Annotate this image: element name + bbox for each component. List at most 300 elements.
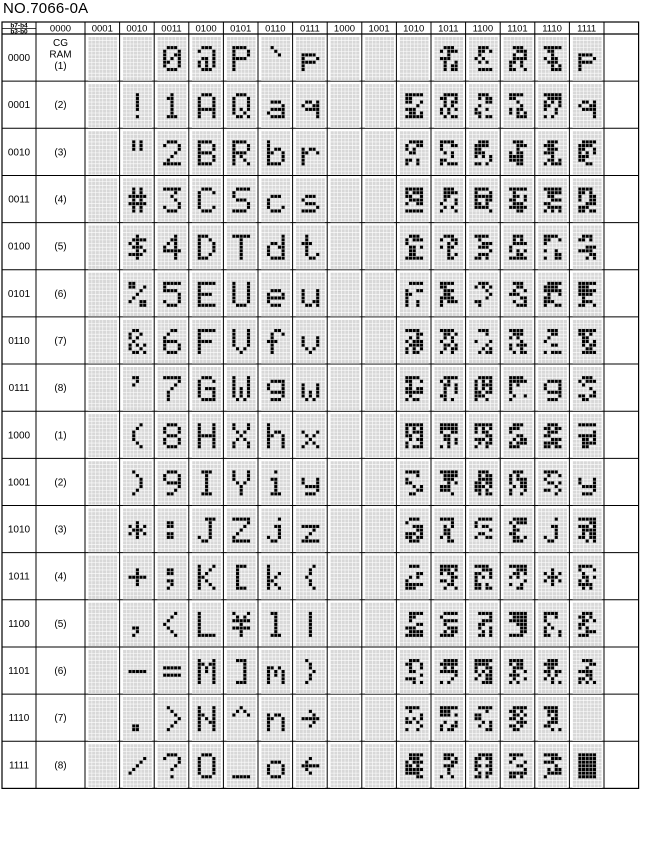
- glyph-dot: [167, 61, 170, 64]
- glyph-dot: [267, 434, 270, 437]
- row-label: (3): [54, 524, 67, 536]
- glyph-dot: [143, 351, 146, 354]
- glyph-dot: [170, 521, 173, 524]
- glyph-dot: [212, 721, 215, 724]
- glyph-dot: [205, 162, 208, 165]
- glyph-dot: [274, 470, 277, 473]
- glyph-dot: [274, 713, 277, 716]
- glyph-dot: [140, 238, 143, 241]
- glyph-dot: [271, 775, 274, 778]
- glyph-dot: [282, 380, 285, 383]
- glyph-dot: [278, 108, 281, 111]
- glyph-dot: [198, 195, 201, 198]
- glyph-dot: [278, 525, 281, 528]
- glyph-dot: [170, 97, 173, 100]
- glyph-dot: [201, 470, 204, 473]
- glyph-dot: [305, 717, 308, 720]
- glyph-dot: [170, 434, 173, 437]
- glyph-dot: [174, 246, 177, 249]
- glyph-dot: [198, 724, 201, 727]
- glyph-dot: [163, 246, 166, 249]
- glyph-dot: [405, 340, 408, 343]
- glyph-dot: [267, 155, 270, 158]
- glyph-dot: [278, 329, 281, 332]
- glyph-dot: [129, 532, 132, 535]
- glyph-dot: [232, 423, 235, 426]
- glyph-dot: [212, 445, 215, 448]
- glyph-dot: [247, 289, 250, 292]
- glyph-dot: [209, 663, 212, 666]
- glyph-dot: [267, 717, 270, 720]
- glyph-dot: [274, 634, 277, 637]
- glyph-dot: [167, 521, 170, 524]
- glyph-dot: [205, 489, 208, 492]
- glyph-dot: [416, 238, 419, 241]
- glyph-dot: [178, 249, 181, 252]
- glyph-dot: [170, 525, 173, 528]
- glyph-dot: [132, 724, 135, 727]
- glyph-dot: [271, 242, 274, 245]
- glyph-cell: [296, 602, 325, 646]
- glyph-dot: [212, 706, 215, 709]
- glyph-dot: [274, 101, 277, 104]
- glyph-dot: [132, 198, 135, 201]
- glyph-dot: [132, 296, 135, 299]
- glyph-dot: [136, 351, 139, 354]
- glyph-dot: [140, 478, 143, 481]
- glyph-dot: [198, 246, 201, 249]
- glyph-dot: [267, 764, 270, 767]
- glyph-dot: [267, 445, 270, 448]
- glyph-dot: [167, 572, 170, 575]
- glyph-dot: [178, 674, 181, 677]
- glyph-dot: [416, 140, 419, 143]
- glyph-dot: [282, 442, 285, 445]
- glyph-dot: [409, 209, 412, 212]
- glyph-dot: [236, 209, 239, 212]
- glyph-dot: [212, 148, 215, 151]
- glyph-dot: [236, 188, 239, 191]
- glyph-dot: [140, 347, 143, 350]
- glyph-dot: [267, 296, 270, 299]
- glyph-dot: [240, 140, 243, 143]
- glyph-dot: [240, 518, 243, 521]
- glyph-dot: [143, 532, 146, 535]
- glyph-cell: [123, 37, 152, 81]
- glyph-dot: [174, 351, 177, 354]
- glyph-cell: [261, 272, 290, 316]
- glyph-dot: [405, 300, 408, 303]
- glyph-dot: [274, 674, 277, 677]
- glyph-cell: [330, 178, 359, 222]
- glyph-dot: [209, 775, 212, 778]
- glyph-dot: [267, 148, 270, 151]
- glyph-dot: [302, 68, 305, 71]
- glyph-dot: [236, 481, 239, 484]
- glyph-dot: [271, 539, 274, 542]
- glyph-dot: [267, 670, 270, 673]
- glyph-dot: [212, 398, 215, 401]
- glyph-cell: [330, 367, 359, 411]
- glyph-dot: [170, 753, 173, 756]
- glyph-dot: [267, 140, 270, 143]
- glyph-cell: [296, 37, 325, 81]
- glyph-dot: [136, 238, 139, 241]
- row-code: 0111: [8, 383, 30, 395]
- glyph-dot: [201, 713, 204, 716]
- glyph-dot: [232, 293, 235, 296]
- glyph-dot: [205, 282, 208, 285]
- glyph-dot: [313, 670, 316, 673]
- glyph-dot: [143, 238, 146, 241]
- glyph-dot: [405, 347, 408, 350]
- glyph-dot: [232, 282, 235, 285]
- glyph-dot: [163, 57, 166, 60]
- glyph-dot: [309, 101, 312, 104]
- glyph-dot: [267, 536, 270, 539]
- glyph-cell: [192, 508, 221, 552]
- glyph-dot: [420, 202, 423, 205]
- glyph-dot: [132, 188, 135, 191]
- glyph-dot: [167, 492, 170, 495]
- glyph-dot: [170, 46, 173, 49]
- glyph-dot: [205, 68, 208, 71]
- glyph-dot: [178, 427, 181, 430]
- glyph-dot: [305, 249, 308, 252]
- glyph-dot: [178, 474, 181, 477]
- glyph-dot: [313, 53, 316, 56]
- glyph-dot: [170, 282, 173, 285]
- glyph-dot: [316, 300, 319, 303]
- glyph-dot: [247, 162, 250, 165]
- glyph-dot: [405, 351, 408, 354]
- glyph-dot: [267, 772, 270, 775]
- glyph-dot: [405, 329, 408, 332]
- glyph-dot: [136, 108, 139, 111]
- glyph-dot: [163, 431, 166, 434]
- glyph-dot: [178, 666, 181, 669]
- glyph-dot: [240, 391, 243, 394]
- glyph-dot: [405, 304, 408, 307]
- glyph-dot: [163, 478, 166, 481]
- glyph-dot: [178, 431, 181, 434]
- glyph-dot: [136, 257, 139, 260]
- glyph-dot: [282, 670, 285, 673]
- glyph-dot: [198, 568, 201, 571]
- glyph-dot: [302, 162, 305, 165]
- glyph-cell: [123, 650, 152, 694]
- row-code: 1000: [7, 430, 31, 442]
- glyph-dot: [267, 144, 270, 147]
- glyph-cell: [157, 37, 186, 81]
- glyph-dot: [198, 242, 201, 245]
- glyph-dot: [420, 347, 423, 350]
- glyph-dot: [232, 383, 235, 386]
- glyph-dot: [174, 188, 177, 191]
- glyph-dot: [278, 101, 281, 104]
- row-code: 1100: [8, 618, 30, 630]
- glyph-dot: [198, 162, 201, 165]
- glyph-dot: [232, 191, 235, 194]
- glyph-dot: [174, 115, 177, 118]
- glyph-dot: [240, 57, 243, 60]
- glyph-dot: [313, 485, 316, 488]
- glyph-dot: [178, 282, 181, 285]
- glyph-dot: [305, 485, 308, 488]
- glyph-dot: [247, 619, 250, 622]
- glyph-dot: [170, 710, 173, 713]
- glyph-dot: [212, 242, 215, 245]
- glyph-dot: [132, 206, 135, 209]
- glyph-dot: [236, 616, 239, 619]
- glyph-dot: [136, 344, 139, 347]
- glyph-dot: [267, 768, 270, 771]
- glyph-dot: [167, 97, 170, 100]
- glyph-dot: [240, 681, 243, 684]
- glyph-dot: [416, 104, 419, 107]
- glyph-dot: [236, 568, 239, 571]
- glyph-dot: [405, 293, 408, 296]
- glyph-dot: [247, 442, 250, 445]
- glyph-cell: [261, 84, 290, 128]
- glyph-dot: [405, 188, 408, 191]
- glyph-cell: [400, 84, 429, 128]
- glyph-dot: [198, 235, 201, 238]
- glyph-dot: [240, 626, 243, 629]
- glyph-cell: [365, 697, 394, 741]
- glyph-dot: [178, 188, 181, 191]
- glyph-dot: [282, 249, 285, 252]
- glyph-dot: [416, 351, 419, 354]
- glyph-dot: [198, 115, 201, 118]
- glyph-dot: [167, 162, 170, 165]
- glyph-dot: [302, 344, 305, 347]
- glyph-dot: [240, 485, 243, 488]
- glyph-dot: [236, 347, 239, 350]
- glyph-dot: [132, 285, 135, 288]
- glyph-cell: [88, 508, 117, 552]
- glyph-dot: [274, 489, 277, 492]
- glyph-dot: [316, 478, 319, 481]
- glyph-dot: [305, 536, 308, 539]
- glyph-dot: [232, 442, 235, 445]
- glyph-dot: [212, 434, 215, 437]
- glyph-dot: [243, 93, 246, 96]
- glyph-dot: [201, 293, 204, 296]
- glyph-dot: [198, 623, 201, 626]
- glyph-dot: [243, 140, 246, 143]
- glyph-dot: [274, 257, 277, 260]
- glyph-dot: [243, 670, 246, 673]
- glyph-dot: [232, 162, 235, 165]
- glyph-dot: [267, 253, 270, 256]
- glyph-dot: [205, 572, 208, 575]
- glyph-dot: [278, 246, 281, 249]
- glyph-dot: [416, 202, 419, 205]
- glyph-dot: [278, 492, 281, 495]
- glyph-dot: [205, 188, 208, 191]
- glyph-cell: [261, 367, 290, 411]
- glyph-dot: [201, 376, 204, 379]
- glyph-dot: [282, 296, 285, 299]
- glyph-dot: [271, 257, 274, 260]
- glyph-dot: [271, 344, 274, 347]
- glyph-dot: [143, 249, 146, 252]
- glyph-dot: [174, 376, 177, 379]
- glyph-dot: [232, 61, 235, 64]
- glyph-dot: [198, 616, 201, 619]
- glyph-dot: [243, 518, 246, 521]
- glyph-cell: [157, 178, 186, 222]
- glyph-dot: [132, 282, 135, 285]
- glyph-dot: [236, 46, 239, 49]
- glyph-dot: [302, 336, 305, 339]
- glyph-dot: [167, 434, 170, 437]
- glyph-dot: [143, 576, 146, 579]
- glyph-dot: [129, 576, 132, 579]
- glyph-dot: [198, 148, 201, 151]
- glyph-dot: [140, 289, 143, 292]
- glyph-dot: [132, 209, 135, 212]
- glyph-dot: [178, 64, 181, 67]
- glyph-dot: [167, 532, 170, 535]
- glyph-dot: [198, 50, 201, 53]
- glyph-dot: [163, 289, 166, 292]
- glyph-dot: [247, 206, 250, 209]
- glyph-dot: [240, 619, 243, 622]
- glyph-dot: [405, 115, 408, 118]
- glyph-dot: [198, 713, 201, 716]
- glyph-dot: [174, 753, 177, 756]
- glyph-dot: [201, 140, 204, 143]
- column-header: 0011: [161, 23, 182, 35]
- glyph-dot: [212, 155, 215, 158]
- glyph-dot: [205, 666, 208, 669]
- glyph-dot: [198, 706, 201, 709]
- glyph-dot: [205, 579, 208, 582]
- glyph-dot: [170, 616, 173, 619]
- glyph-dot: [313, 398, 316, 401]
- glyph-dot: [236, 659, 239, 662]
- glyph-dot: [198, 111, 201, 114]
- glyph-dot: [247, 344, 250, 347]
- glyph-cell: [88, 414, 117, 458]
- glyph-dot: [198, 249, 201, 252]
- glyph-dot: [163, 285, 166, 288]
- glyph-dot: [416, 159, 419, 162]
- glyph-dot: [132, 329, 135, 332]
- glyph-dot: [136, 376, 139, 379]
- glyph-dot: [274, 296, 277, 299]
- glyph-dot: [178, 757, 181, 760]
- glyph-dot: [198, 670, 201, 673]
- glyph-dot: [309, 304, 312, 307]
- glyph-dot: [267, 206, 270, 209]
- glyph-dot: [305, 434, 308, 437]
- glyph-dot: [278, 257, 281, 260]
- glyph-dot: [309, 612, 312, 615]
- glyph-dot: [282, 438, 285, 441]
- glyph-dot: [232, 619, 235, 622]
- glyph-dot: [198, 108, 201, 111]
- glyph-dot: [274, 50, 277, 53]
- glyph-dot: [167, 728, 170, 731]
- glyph-dot: [240, 529, 243, 532]
- glyph-dot: [212, 427, 215, 430]
- glyph-dot: [201, 162, 204, 165]
- glyph-dot: [278, 380, 281, 383]
- glyph-dot: [140, 144, 143, 147]
- glyph-dot: [140, 246, 143, 249]
- glyph-dot: [316, 717, 319, 720]
- glyph-dot: [316, 304, 319, 307]
- glyph-cell: [365, 272, 394, 316]
- glyph-dot: [201, 282, 204, 285]
- glyph-dot: [313, 300, 316, 303]
- glyph-dot: [198, 710, 201, 713]
- glyph-cell: [227, 650, 256, 694]
- glyph-dot: [163, 757, 166, 760]
- glyph-cell: [192, 225, 221, 269]
- row-code: 0100: [7, 241, 31, 253]
- glyph-dot: [232, 336, 235, 339]
- glyph-dot: [240, 304, 243, 307]
- glyph-dot: [163, 340, 166, 343]
- glyph-dot: [140, 761, 143, 764]
- glyph-dot: [309, 772, 312, 775]
- glyph-cell: [227, 461, 256, 505]
- glyph-dot: [232, 50, 235, 53]
- glyph-dot: [232, 151, 235, 154]
- glyph-dot: [305, 304, 308, 307]
- glyph-dot: [243, 677, 246, 680]
- glyph-dot: [282, 206, 285, 209]
- glyph-dot: [205, 670, 208, 673]
- glyph-dot: [129, 670, 132, 673]
- glyph-cell: [123, 744, 152, 788]
- glyph-dot: [205, 387, 208, 390]
- glyph-dot: [198, 198, 201, 201]
- glyph-dot: [232, 108, 235, 111]
- glyph-dot: [212, 53, 215, 56]
- glyph-dot: [232, 427, 235, 430]
- glyph-cell: [365, 178, 394, 222]
- glyph-cell: [227, 744, 256, 788]
- glyph-dot: [209, 536, 212, 539]
- glyph-cell: [227, 178, 256, 222]
- glyph-dot: [302, 539, 305, 542]
- glyph-dot: [212, 104, 215, 107]
- glyph-dot: [198, 151, 201, 154]
- glyph-dot: [305, 202, 308, 205]
- glyph-dot: [416, 198, 419, 201]
- glyph-dot: [205, 257, 208, 260]
- glyph-dot: [174, 304, 177, 307]
- glyph-dot: [212, 659, 215, 662]
- glyph-dot: [302, 151, 305, 154]
- glyph-dot: [129, 300, 132, 303]
- glyph-dot: [198, 579, 201, 582]
- glyph-cell: [157, 461, 186, 505]
- glyph-cell: [192, 84, 221, 128]
- glyph-dot: [240, 706, 243, 709]
- glyph-dot: [212, 97, 215, 100]
- glyph-dot: [209, 68, 212, 71]
- glyph-dot: [274, 108, 277, 111]
- glyph-dot: [198, 717, 201, 720]
- glyph-dot: [209, 340, 212, 343]
- glyph-dot: [316, 489, 319, 492]
